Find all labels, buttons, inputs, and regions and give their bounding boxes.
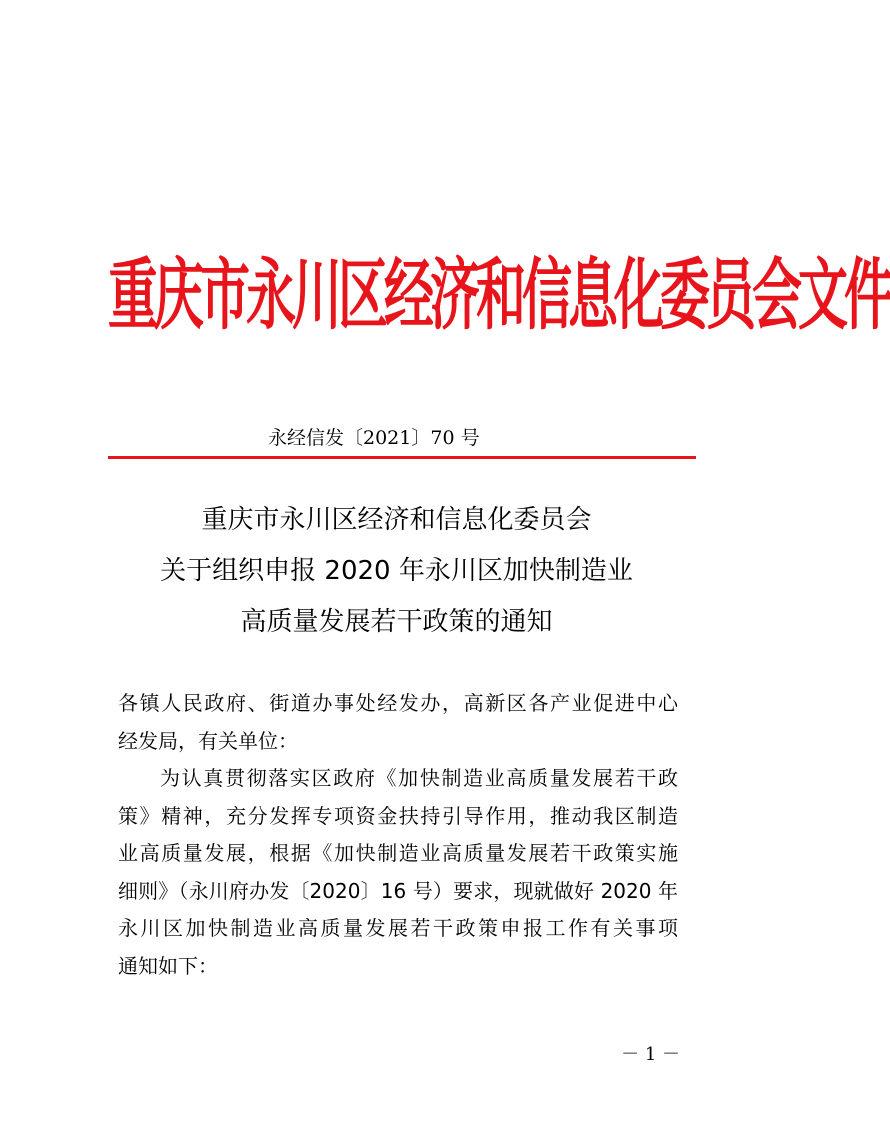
- red-divider-line: [108, 456, 696, 459]
- body-line-8: 通知如下：: [118, 953, 218, 978]
- title-line-3: 高质量发展若干政策的通知: [240, 607, 553, 637]
- body-line-1: 各镇人民政府、街道办事处经发办，高新区各产业促进中心: [118, 691, 678, 715]
- document-number: 永经信发〔2021〕70 号: [268, 427, 480, 449]
- masthead-title: 重庆市永川区经济和信息化委员会文件: [108, 250, 890, 340]
- title-line-2: 关于组织申报 2020 年永川区加快制造业: [160, 556, 633, 586]
- body-line-7: 永川区加快制造业高质量发展若干政策申报工作有关事项: [118, 916, 678, 940]
- title-line-1: 重庆市永川区经济和信息化委员会: [201, 505, 592, 535]
- document-title: [0, 495, 793, 648]
- body-line-4: 策》精神，充分发挥专项资金扶持引导作用，推动我区制造: [118, 803, 678, 828]
- body-line-6: 细则》（永川府办发〔2020〕16 号）要求，现就做好 2020 年: [118, 878, 678, 903]
- body-line-3: 为认真贯彻落实区政府《加快制造业高质量发展若干政: [160, 766, 678, 790]
- body-line-2: 经发局，有关单位：: [118, 728, 298, 753]
- body-line-5: 业高质量发展，根据《加快制造业高质量发展若干政策实施: [118, 841, 678, 865]
- page-number: － 1 －: [621, 1044, 680, 1065]
- document-body: [118, 685, 678, 985]
